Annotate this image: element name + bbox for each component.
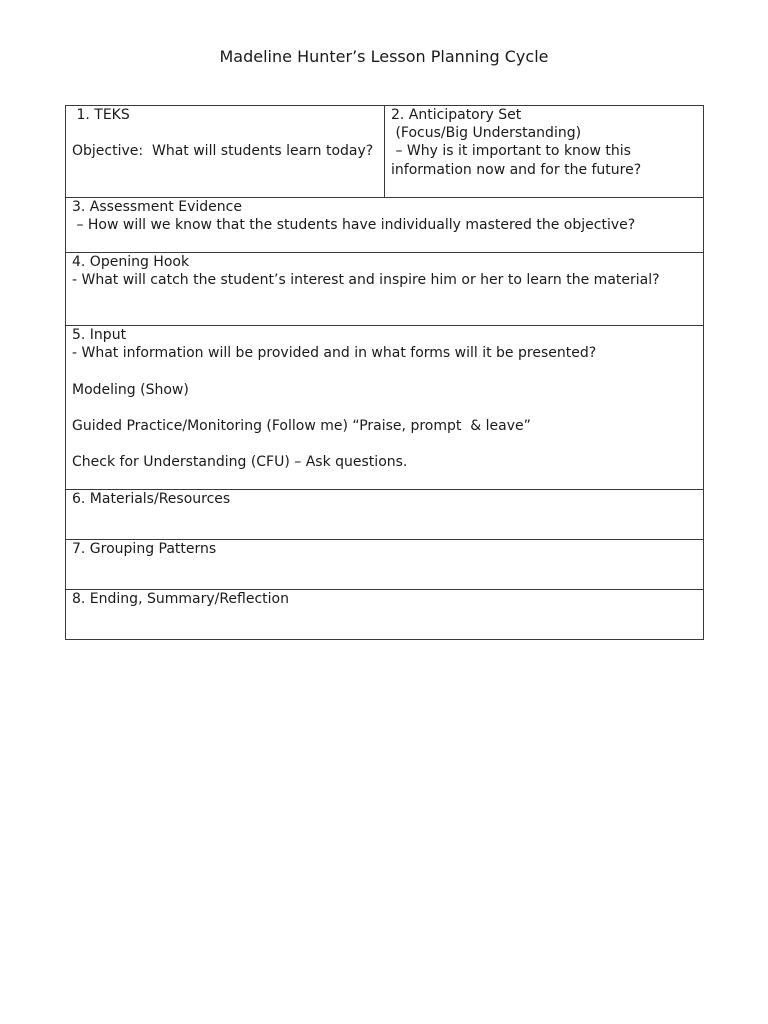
assessment-evidence-cell[interactable]: [66, 198, 704, 253]
anticipatory-body: – Why is it important to know this information now and for the future?: [391, 143, 642, 178]
input-guided-practice: Guided Practice/Monitoring (Follow me) “Praise, prompt & leave”: [72, 417, 531, 434]
anticipatory-focus: (Focus/Big Understanding): [391, 125, 582, 142]
input-body: - What information will be provided and in what forms will it be presented?: [72, 345, 597, 362]
materials-heading: 6. Materials/Resources: [72, 491, 231, 507]
ending-heading: 8. Ending, Summary/Reflection: [72, 591, 289, 607]
spacer: [72, 362, 697, 380]
page-title: Madeline Hunter’s Lesson Planning Cycle: [219, 47, 549, 66]
assessment-heading: 3. Assessment Evidence: [72, 199, 242, 215]
table-row: [66, 198, 704, 253]
lesson-plan-table: [65, 105, 704, 640]
table-row: [66, 490, 704, 540]
assessment-body: – How will we know that the students have individually mastered the objective?: [72, 217, 636, 234]
materials-cell[interactable]: [66, 490, 704, 540]
grouping-heading: 7. Grouping Patterns: [72, 541, 217, 557]
table-row: [66, 590, 704, 640]
input-cfu: Check for Understanding (CFU) – Ask questions.: [72, 454, 408, 471]
anticipatory-heading: 2. Anticipatory Set: [391, 107, 522, 123]
grouping-cell[interactable]: [66, 540, 704, 590]
input-heading: 5. Input: [72, 327, 127, 343]
teks-cell[interactable]: [66, 106, 385, 198]
table-row: [66, 106, 704, 198]
teks-objective: Objective: What will students learn today?: [72, 143, 374, 160]
table-row: [66, 326, 704, 490]
teks-heading: 1. TEKS: [72, 107, 130, 123]
spacer: [72, 435, 697, 453]
spacer: [72, 124, 378, 142]
table-row: [66, 540, 704, 590]
anticipatory-set-cell[interactable]: [385, 106, 704, 198]
ending-cell[interactable]: [66, 590, 704, 640]
hook-body: - What will catch the student’s interest and inspire him or her to learn the material?: [72, 272, 660, 289]
hook-heading: 4. Opening Hook: [72, 254, 190, 270]
spacer: [72, 399, 697, 417]
input-cell[interactable]: [66, 326, 704, 490]
input-modeling: Modeling (Show): [72, 381, 189, 398]
opening-hook-cell[interactable]: [66, 253, 704, 326]
table-row: [66, 253, 704, 326]
